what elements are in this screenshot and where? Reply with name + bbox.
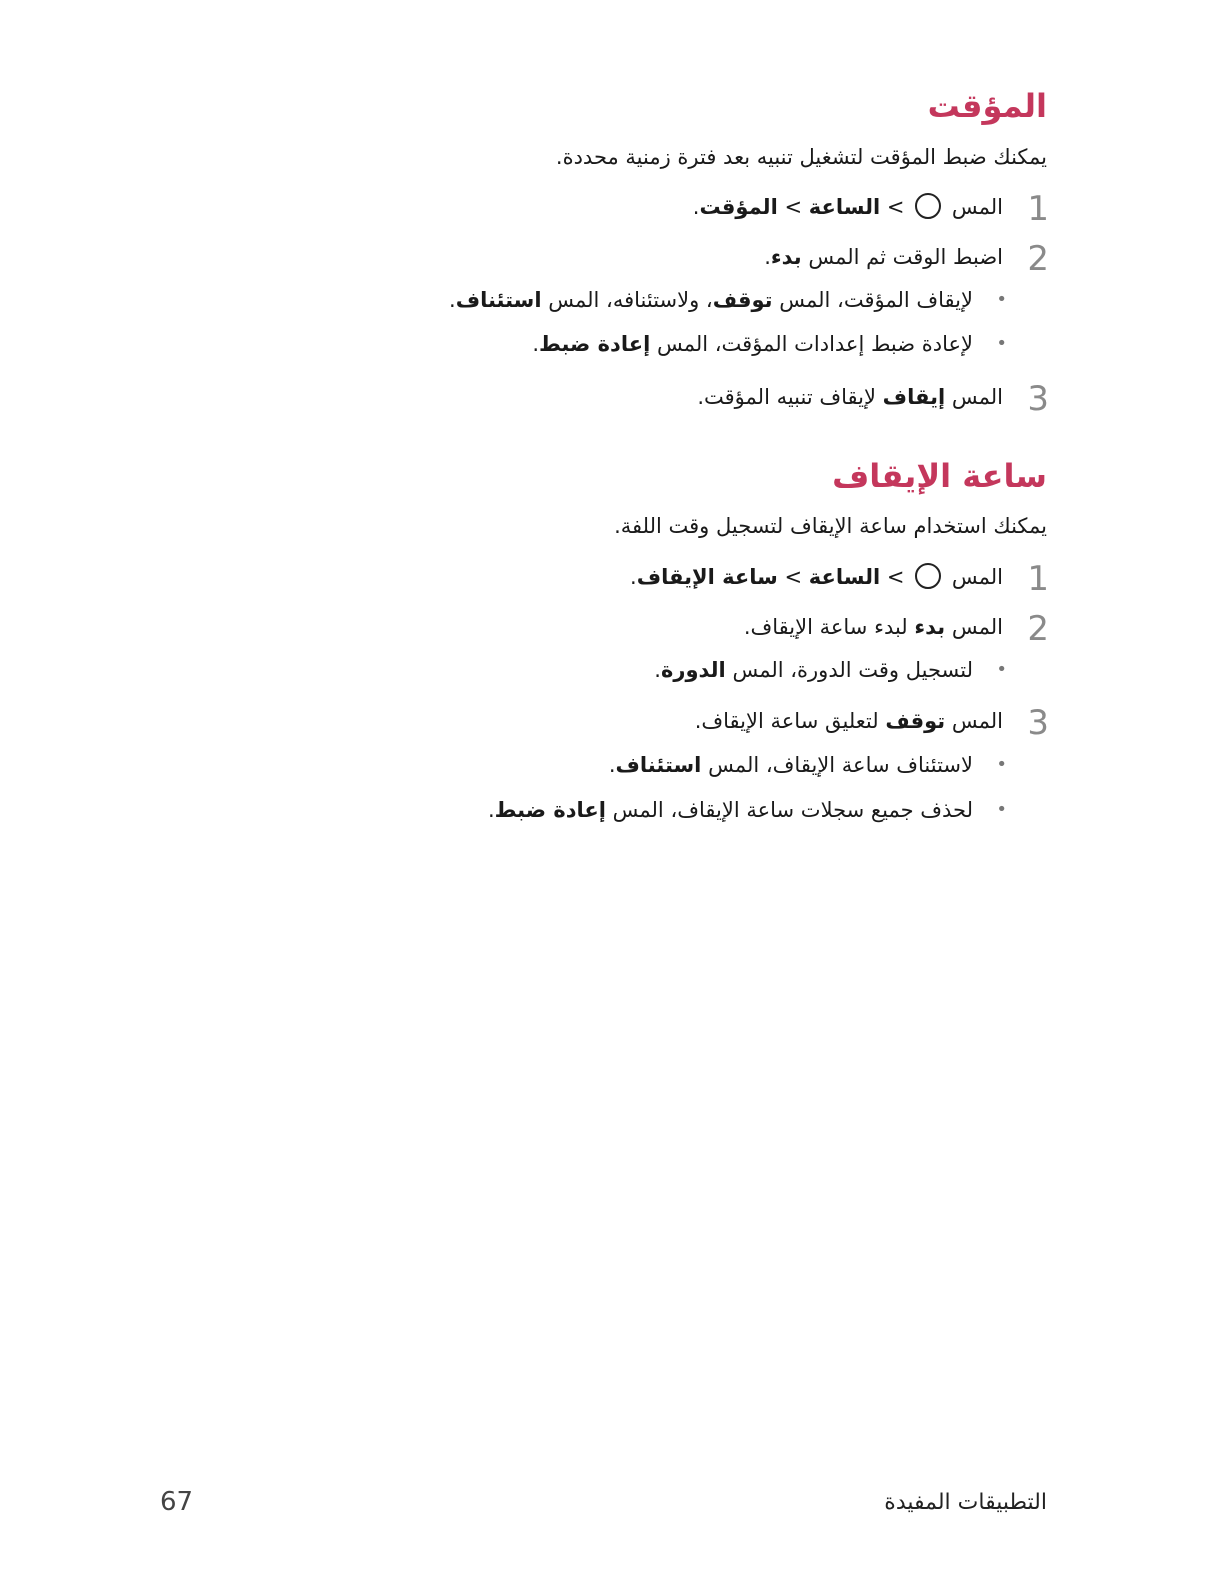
bullet-text: لإعادة ضبط إعدادات المؤقت، المس xyxy=(656,332,973,356)
step-text: اضبط الوقت ثم المس xyxy=(808,245,1003,269)
resume-label: استئناف xyxy=(615,753,702,777)
period: . xyxy=(487,798,495,822)
stopwatch-bullet-3 xyxy=(347,795,1047,825)
step-number: 2 xyxy=(1027,239,1049,279)
bullet-text: لتسجيل وقت الدورة، المس xyxy=(732,658,973,682)
stop-label: توقف xyxy=(885,709,946,733)
bullet-text: لإيقاف المؤقت، المس xyxy=(779,288,973,312)
timer-heading: المؤقت xyxy=(927,87,1047,125)
period: . xyxy=(608,753,616,777)
stopwatch-intro: يمكنك استخدام ساعة الإيقاف لتسجيل وقت اللفة. xyxy=(614,514,1047,538)
resume-label: استئناف xyxy=(455,288,542,312)
page-number: 67 xyxy=(160,1487,194,1517)
reset-label: إعادة ضبط xyxy=(494,798,606,822)
period: . xyxy=(692,195,700,219)
separator: > xyxy=(886,195,905,219)
start-label: بدء xyxy=(914,615,946,639)
bullet-text: لحذف جميع سجلات ساعة الإيقاف، المس xyxy=(612,798,973,822)
step-text: المس xyxy=(951,615,1003,639)
bullet-dot-icon: • xyxy=(996,754,1007,775)
step-text: لتعليق ساعة الإيقاف. xyxy=(694,709,879,733)
clock-label: الساعة xyxy=(808,195,881,219)
stopwatch-label: ساعة الإيقاف xyxy=(636,565,778,589)
step-number: 3 xyxy=(1027,379,1049,419)
period: . xyxy=(630,565,637,589)
timer-step-2 xyxy=(347,239,1049,279)
bullet-dot-icon: • xyxy=(996,289,1007,310)
reset-label: إعادة ضبط xyxy=(539,332,651,356)
period: . xyxy=(449,288,456,312)
step-number: 3 xyxy=(1027,703,1049,743)
timer-intro: يمكنك ضبط المؤقت لتشغيل تنبيه بعد فترة زمنية محددة. xyxy=(555,145,1047,169)
timer-label: المؤقت xyxy=(699,195,778,219)
timer-step-1 xyxy=(347,189,1049,229)
stop-label: توقف xyxy=(712,288,773,312)
stopwatch-bullet-2 xyxy=(347,750,1047,780)
separator: > xyxy=(886,565,905,589)
bullet-dot-icon: • xyxy=(996,799,1007,820)
separator: > xyxy=(784,195,803,219)
lap-label: الدورة xyxy=(660,658,726,682)
stopwatch-step-1 xyxy=(347,559,1049,599)
step-number: 1 xyxy=(1027,559,1049,599)
step-number: 1 xyxy=(1027,189,1049,229)
timer-bullet-1 xyxy=(347,285,1047,315)
step-text: لبدء ساعة الإيقاف. xyxy=(743,615,908,639)
step-text: المس xyxy=(951,565,1003,589)
step-text: لإيقاف تنبيه المؤقت. xyxy=(697,385,876,409)
stopwatch-heading: ساعة الإيقاف xyxy=(832,457,1047,495)
step-text: المس xyxy=(951,709,1003,733)
bullet-text: ، ولاستئنافه، المس xyxy=(548,288,713,312)
dismiss-label: إيقاف xyxy=(882,385,946,409)
step-text: المس xyxy=(951,385,1003,409)
bullet-dot-icon: • xyxy=(996,333,1007,354)
step-text: المس xyxy=(951,195,1003,219)
step-number: 2 xyxy=(1027,609,1049,649)
bullet-dot-icon: • xyxy=(996,659,1007,680)
separator: > xyxy=(784,565,803,589)
stopwatch-step-2 xyxy=(347,609,1049,649)
timer-bullet-2 xyxy=(347,329,1047,359)
stopwatch-step-3 xyxy=(347,703,1049,743)
home-circle-icon xyxy=(915,563,941,589)
period: . xyxy=(654,658,661,682)
clock-label: الساعة xyxy=(808,565,881,589)
home-circle-icon xyxy=(915,193,941,219)
start-label: بدء xyxy=(770,245,802,269)
stopwatch-bullet-1 xyxy=(347,655,1047,685)
footer-section-title: التطبيقات المفيدة xyxy=(884,1490,1047,1515)
period: . xyxy=(532,332,539,356)
timer-step-3 xyxy=(347,379,1049,419)
period: . xyxy=(764,245,771,269)
bullet-text: لاستئناف ساعة الإيقاف، المس xyxy=(708,753,973,777)
